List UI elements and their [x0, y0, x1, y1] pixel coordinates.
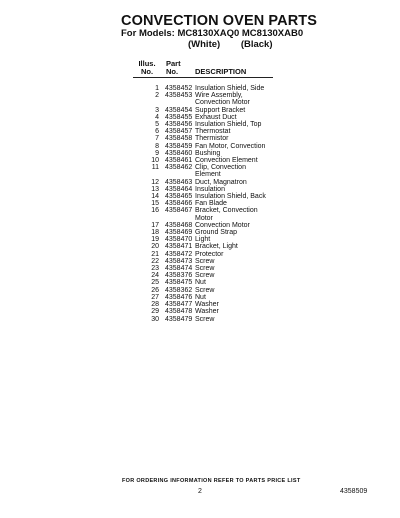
table-row	[133, 222, 273, 229]
document-number: 4358509	[340, 488, 368, 495]
illus-number: 23	[151, 265, 159, 273]
illus-number: 24	[151, 272, 159, 280]
part-number: 4358461	[165, 157, 193, 165]
part-description: Insulation Shield, Back	[195, 193, 266, 201]
part-number: 4358477	[165, 301, 193, 309]
part-number: 4358475	[165, 279, 193, 287]
table-row	[133, 251, 273, 258]
part-description: Protector	[195, 250, 224, 258]
illus-number: 22	[151, 257, 159, 265]
part-description: Washer	[195, 308, 219, 316]
part-number: 4358470	[165, 236, 193, 244]
table-row	[133, 301, 273, 308]
part-description: Support Bracket	[195, 106, 246, 114]
table-row	[133, 265, 273, 272]
part-description: Clip, Convection Element	[195, 164, 246, 179]
part-description: Insulation	[195, 185, 225, 193]
part-description: Screw	[195, 257, 215, 265]
part-no-header: Part No.	[166, 59, 181, 76]
table-row	[133, 279, 273, 286]
table-row	[133, 143, 273, 150]
illus-number: 13	[151, 185, 159, 193]
parts-table	[133, 60, 273, 323]
table-row	[133, 287, 273, 294]
page-title: CONVECTION OVEN PARTS	[121, 13, 317, 29]
part-description: Bracket, Light	[195, 243, 238, 251]
illus-number: 8	[155, 142, 159, 150]
table-row	[133, 179, 273, 186]
illus-number: 21	[151, 250, 159, 258]
part-number: 4358473	[165, 257, 193, 265]
part-number: 4358463	[165, 178, 193, 186]
description-header: DESCRIPTION	[195, 67, 247, 76]
illus-number: 2	[155, 92, 159, 100]
illus-number: 18	[151, 229, 159, 237]
part-description: Insulation Shield, Side	[195, 85, 265, 92]
table-row	[133, 207, 273, 221]
table-row	[133, 157, 273, 164]
illus-number: 5	[155, 121, 159, 129]
page-number: 2	[198, 488, 202, 495]
part-number: 4358466	[165, 200, 193, 208]
part-description: Screw	[195, 286, 215, 294]
table-row	[133, 186, 273, 193]
illus-number: 30	[151, 315, 159, 323]
table-row	[133, 164, 273, 178]
part-number: 4358479	[165, 315, 193, 323]
table-row	[133, 229, 273, 236]
part-description: Nut	[195, 293, 206, 301]
table-row	[133, 85, 273, 92]
parts-table-header	[133, 60, 273, 78]
illus-number: 12	[151, 178, 159, 186]
part-number: 4358467	[165, 207, 193, 215]
parts-rows	[133, 85, 273, 323]
part-description: Wire Assembly, Convection Motor	[195, 92, 250, 107]
variant-white: (White)	[188, 39, 221, 50]
illus-number: 25	[151, 279, 159, 287]
part-description: Thermostat	[195, 128, 231, 136]
illus-number: 4	[155, 113, 159, 121]
part-description: Light	[195, 236, 211, 244]
illus-number: 28	[151, 301, 159, 309]
illus-number: 10	[151, 157, 159, 165]
table-row	[133, 92, 273, 106]
illus-number: 20	[151, 243, 159, 251]
part-number: 4358465	[165, 193, 193, 201]
part-description: Bracket, Convection Motor	[195, 207, 258, 222]
part-number: 4358468	[165, 221, 193, 229]
table-row	[133, 272, 273, 279]
illus-number: 29	[151, 308, 159, 316]
table-row	[133, 243, 273, 250]
table-row	[133, 193, 273, 200]
illus-number: 26	[151, 286, 159, 294]
part-number: 4358472	[165, 250, 193, 258]
illus-number: 7	[155, 135, 159, 143]
table-row	[133, 236, 273, 243]
part-number: 4358478	[165, 308, 193, 316]
model-variants	[188, 39, 273, 50]
table-row	[133, 121, 273, 128]
part-number: 4358456	[165, 121, 193, 129]
illus-no-header: Illus. No.	[138, 59, 156, 76]
table-row	[133, 114, 273, 121]
part-number: 4358471	[165, 243, 193, 251]
part-number: 4358362	[165, 286, 193, 294]
part-description: Convection Element	[195, 157, 258, 165]
part-number: 4358474	[165, 265, 193, 273]
part-description: Convection Motor	[195, 221, 250, 229]
part-number: 4358376	[165, 272, 193, 280]
header-divider	[133, 77, 273, 78]
part-number: 4358476	[165, 293, 193, 301]
illus-number: 14	[151, 193, 159, 201]
table-row	[133, 200, 273, 207]
part-number: 4358460	[165, 149, 193, 157]
illus-number: 6	[155, 128, 159, 136]
part-description: Fan Motor, Convection	[195, 142, 266, 150]
part-description: Thermistor	[195, 135, 229, 143]
part-number: 4358462	[165, 164, 193, 172]
illus-number: 19	[151, 236, 159, 244]
part-description: Fan Blade	[195, 200, 227, 208]
part-number: 4358469	[165, 229, 193, 237]
part-description: Screw	[195, 265, 215, 273]
part-number: 4358464	[165, 185, 193, 193]
part-description: Nut	[195, 279, 206, 287]
part-description: Duct, Magnatron	[195, 178, 247, 186]
table-row	[133, 128, 273, 135]
illus-number: 15	[151, 200, 159, 208]
illus-number: 3	[155, 106, 159, 114]
part-description: Bushing	[195, 149, 221, 157]
ordering-note: FOR ORDERING INFORMATION REFER TO PARTS PRICE LIST	[122, 478, 301, 484]
models-line: For Models: MC8130XAQ0 MC8130XAB0	[121, 28, 304, 39]
part-number: 4358459	[165, 142, 193, 150]
part-description: Ground Strap	[195, 229, 238, 237]
part-description: Washer	[195, 301, 219, 309]
illus-number: 1	[155, 85, 159, 92]
part-description: Insulation Shield, Top	[195, 121, 262, 129]
illus-number: 16	[151, 207, 159, 215]
part-description: Screw	[195, 272, 215, 280]
table-row	[133, 308, 273, 315]
table-row	[133, 316, 273, 323]
part-number: 4358452	[165, 85, 193, 92]
table-row	[133, 294, 273, 301]
variant-black: (Black)	[240, 39, 273, 50]
illus-number: 17	[151, 221, 159, 229]
part-description: Exhaust Duct	[195, 113, 237, 121]
illus-number: 9	[155, 149, 159, 157]
part-number: 4358455	[165, 113, 193, 121]
part-description: Screw	[195, 315, 215, 323]
part-number: 4358454	[165, 106, 193, 114]
part-number: 4358458	[165, 135, 193, 143]
part-number: 4358457	[165, 128, 193, 136]
illus-number: 27	[151, 293, 159, 301]
table-row	[133, 107, 273, 114]
part-number: 4358453	[165, 92, 193, 100]
table-row	[133, 150, 273, 157]
illus-number: 11	[151, 164, 159, 172]
table-row	[133, 135, 273, 142]
table-row	[133, 258, 273, 265]
